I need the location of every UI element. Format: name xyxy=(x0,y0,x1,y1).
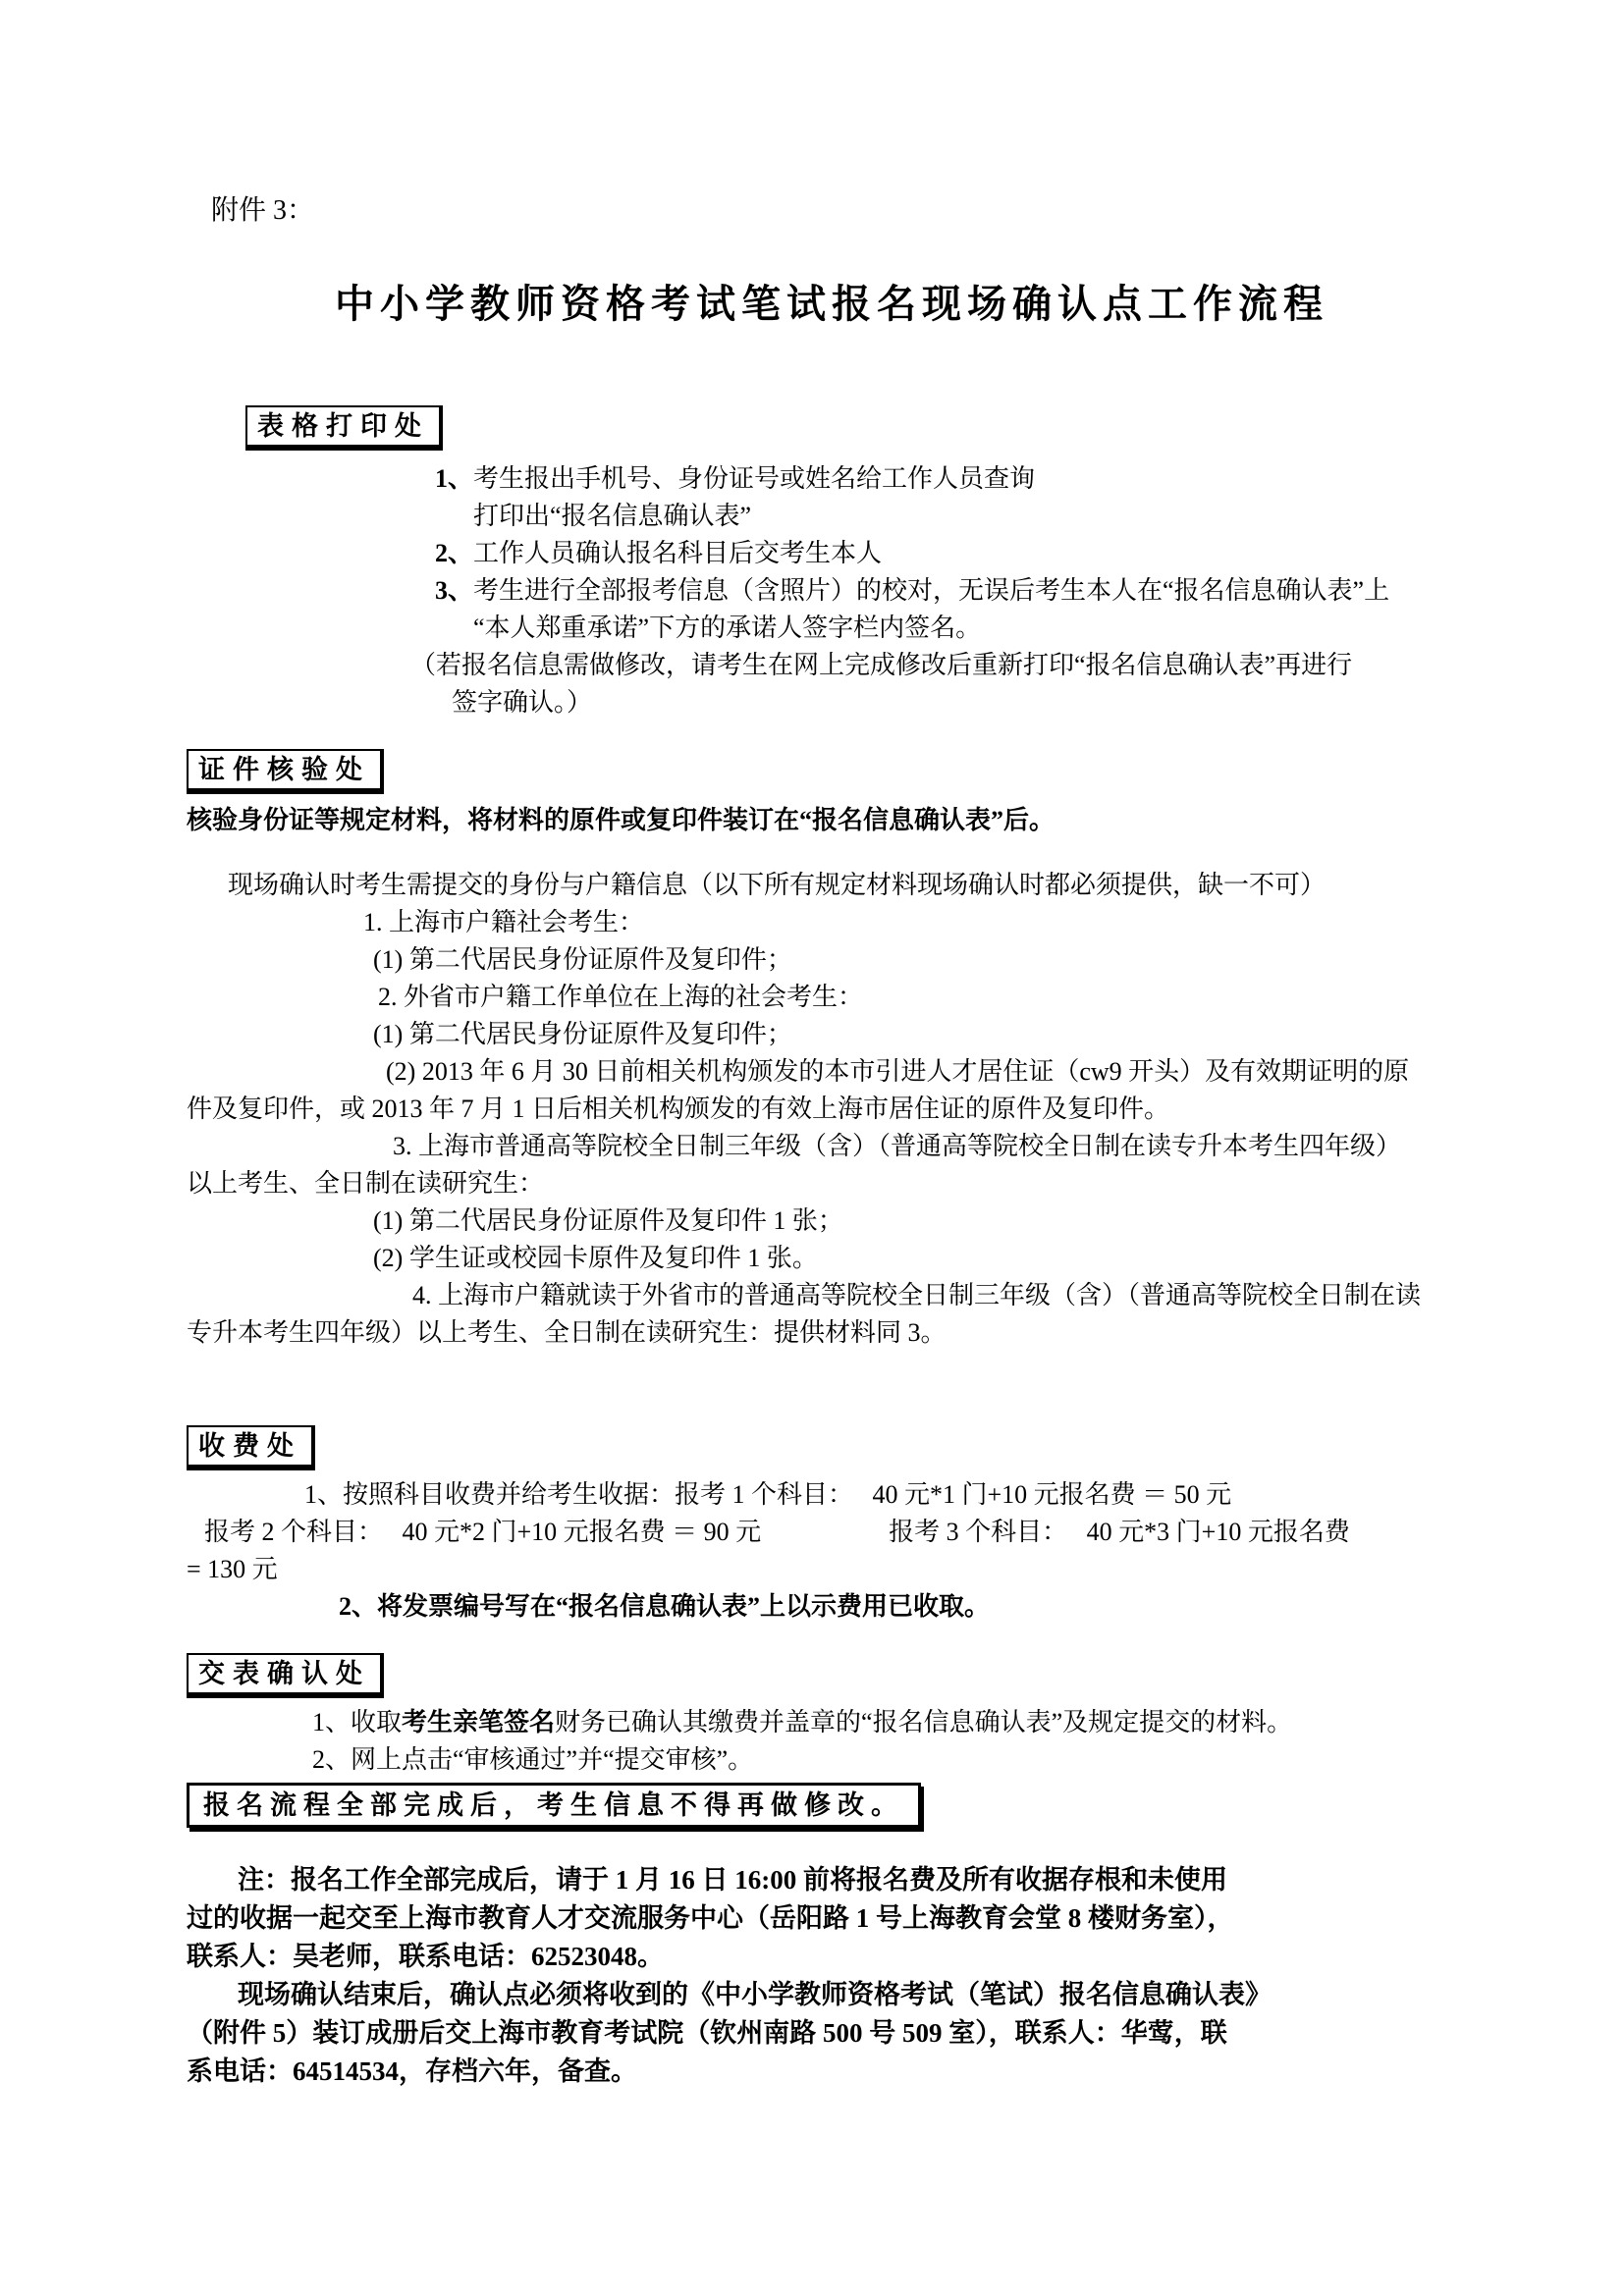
id-check-item-2: 2. 外省市户籍工作单位在上海的社会考生： xyxy=(378,983,864,1011)
id-check-bold-line: 核验身份证等规定材料，将材料的原件或复印件装订在“报名信息确认表”后。 xyxy=(187,806,1056,834)
submit-item-1-pre: 1、收取 xyxy=(312,1708,403,1736)
section-form-print xyxy=(245,405,1477,451)
id-check-item-1-sub-1: (1) 第二代居民身份证原件及复印件； xyxy=(373,945,792,974)
section-fee xyxy=(187,1425,1477,1470)
id-check-item-2-sub-1: (1) 第二代居民身份证原件及复印件； xyxy=(373,1020,792,1048)
page-title: 中小学教师资格考试笔试报名现场确认点工作流程 xyxy=(335,282,1328,326)
section-submit xyxy=(187,1653,1477,1698)
form-print-item-3-cont: “本人郑重承诺”下方的承诺人签字栏内签名。 xyxy=(473,614,982,642)
note-p2-line-3: 系电话：64514534，存档六年，备查。 xyxy=(187,2056,637,2086)
form-print-remark-2: 签字确认。） xyxy=(452,688,593,717)
form-print-item-1-text: 考生报出手机号、身份证号或姓名给工作人员查询 xyxy=(473,464,1036,493)
note-p1-line-2: 过的收据一起交至上海市教育人才交流服务中心（岳阳路 1 号上海教育会堂 8 楼财务室）， xyxy=(187,1903,1234,1933)
submit-item-1-post: 财务已确认其缴费并盖章的“报名信息确认表”及规定提交的材料。 xyxy=(555,1708,1293,1736)
section-id-check xyxy=(187,749,1477,794)
form-print-item-3-num: 3、 xyxy=(435,576,474,605)
id-check-item-4-wrap: 专升本考生四年级）以上考生、全日制在读研究生：提供材料同 3。 xyxy=(187,1318,947,1347)
form-print-item-1-num: 1、 xyxy=(435,464,474,493)
note-p2-line-1: 现场确认结束后，确认点必须将收到的《中小学教师资格考试（笔试）报名信息确认表》 xyxy=(238,1980,1272,2009)
note-p1-line-3: 联系人：吴老师，联系电话：62523048。 xyxy=(187,1942,664,1971)
form-print-item-2-num: 2、 xyxy=(435,539,474,567)
fee-line-2: 报考 2 个科目： 40 元*2 门+10 元报名费 ＝ 90 元 报考 3 个科目： 40 元*3 门+10 元报名费 xyxy=(204,1518,1350,1546)
attachment-label: 附件 3： xyxy=(211,195,315,226)
submit-item-1 xyxy=(312,1704,1477,1741)
final-notice-row xyxy=(187,1779,1477,1828)
fee-line-1: 1、按照科目收费并给考生收据：报考 1 个科目： 40 元*1 门+10 元报名费 ＝ 50 元 xyxy=(304,1480,1232,1509)
section-header-id-check: 证件核验处 xyxy=(187,749,384,794)
id-check-item-4: 4. 上海市户籍就读于外省市的普通高等院校全日制三年级（含）（普通高等院校全日制在读 xyxy=(412,1281,1422,1309)
id-check-intro: 现场确认时考生需提交的身份与户籍信息（以下所有规定材料现场确认时都必须提供，缺一不可） xyxy=(228,871,1326,899)
section-header-fee: 收费处 xyxy=(187,1425,315,1470)
form-print-item-3 xyxy=(435,572,1477,610)
id-check-item-3: 3. 上海市普通高等院校全日制三年级（含）（普通高等院校全日制在读专升本考生四年级） xyxy=(393,1132,1402,1160)
id-check-item-1: 1. 上海市户籍社会考生： xyxy=(363,908,645,936)
form-print-item-2-text: 工作人员确认报名科目后交考生本人 xyxy=(473,539,883,567)
form-print-item-3-text: 考生进行全部报考信息（含照片）的校对，无误后考生本人在“报名信息确认表”上 xyxy=(473,576,1390,605)
id-check-item-2-sub-2-wrap: 件及复印件，或 2013 年 7 月 1 日后相关机构颁发的有效上海市居住证的原件及复印件。 xyxy=(187,1095,1170,1123)
final-notice-box: 报名流程全部完成后，考生信息不得再做修改。 xyxy=(187,1783,921,1828)
id-check-item-2-sub-2: (2) 2013 年 6 月 30 日前相关机构颁发的本市引进人才居住证（cw9 开头）及有效期证明的原 xyxy=(386,1057,1410,1086)
form-print-remark-1: （若报名信息需做修改，请考生在网上完成修改后重新打印“报名信息确认表”再进行 xyxy=(410,651,1353,679)
note-p1-line-1: 注：报名工作全部完成后，请于 1 月 16 日 16:00 前将报名费及所有收据存根和未使用 xyxy=(238,1865,1227,1895)
fee-line-3: = 130 元 xyxy=(187,1555,278,1583)
id-check-item-3-wrap: 以上考生、全日制在读研究生： xyxy=(187,1169,545,1198)
fee-line-4: 2、将发票编号写在“报名信息确认表”上以示费用已收取。 xyxy=(339,1592,991,1621)
form-print-item-1-sub: 打印出“报名信息确认表” xyxy=(473,502,752,530)
submit-item-1-bold: 考生亲笔签名 xyxy=(402,1708,556,1736)
section-header-form-print: 表格打印处 xyxy=(245,405,443,451)
form-print-item-2 xyxy=(435,535,1477,572)
id-check-item-3-sub-1: (1) 第二代居民身份证原件及复印件 1 张； xyxy=(373,1206,843,1235)
note-p2-line-2: （附件 5）装订成册后交上海市教育考试院（钦州南路 500 号 509 室），联系人：华莺，联 xyxy=(187,2018,1227,2048)
form-print-item-1 xyxy=(435,460,1477,498)
submit-item-2: 2、网上点击“审核通过”并“提交审核”。 xyxy=(312,1745,754,1774)
id-check-item-3-sub-2: (2) 学生证或校园卡原件及复印件 1 张。 xyxy=(373,1244,818,1272)
section-header-submit: 交表确认处 xyxy=(187,1653,384,1698)
